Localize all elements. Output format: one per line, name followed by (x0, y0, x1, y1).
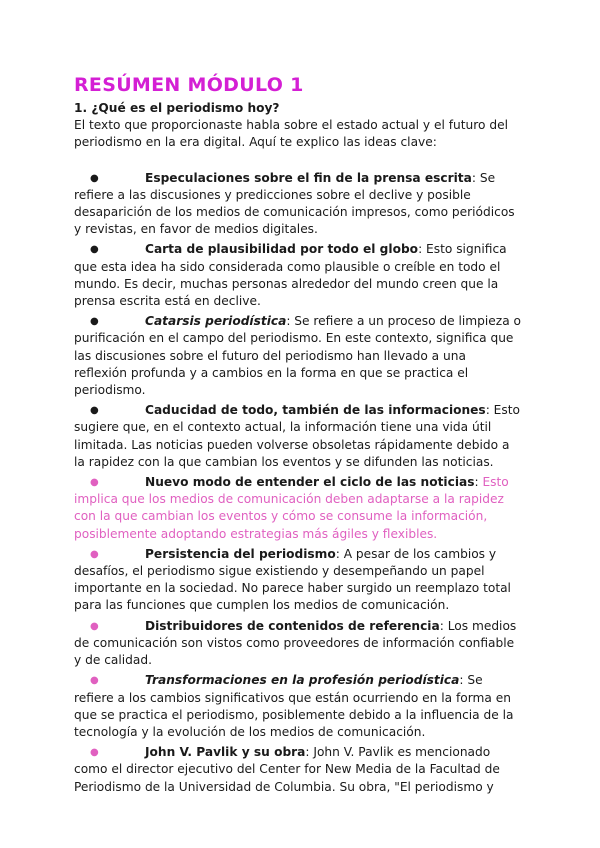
item-term: Caducidad de todo, también de las informaciones (145, 403, 486, 418)
list-item (74, 402, 522, 471)
list-item (74, 474, 522, 543)
item-term: Nuevo modo de entender el ciclo de las noticias (145, 475, 475, 490)
item-text: : Esto sugiere que, en el contexto actual, la información tiene una vida útil limitada. Las noticias pueden volverse obsoletas rápidamente debido a la rapidez con la que cambian los eventos y se difunden las noticias. (74, 403, 520, 469)
key-ideas-list (74, 170, 522, 796)
bullet-icon: ● (90, 675, 99, 687)
list-item (74, 672, 522, 741)
bullet-icon: ● (90, 620, 99, 632)
item-term: John V. Pavlik y su obra (145, 745, 306, 760)
bullet-icon: ● (90, 477, 99, 489)
bullet-icon: ● (90, 747, 99, 759)
list-item (74, 618, 522, 670)
item-term: Transformaciones en la profesión periodística (145, 673, 460, 688)
bullet-icon: ● (90, 405, 99, 417)
list-item (74, 241, 522, 310)
item-term: Persistencia del periodismo (145, 546, 336, 561)
item-term: Catarsis periodística (145, 314, 287, 329)
page-title: RESÚMEN MÓDULO 1 (74, 74, 304, 96)
bullet-icon: ● (90, 548, 99, 560)
document-body (74, 100, 522, 799)
list-item (74, 744, 522, 796)
item-term: Carta de plausibilidad por todo el globo (145, 242, 419, 257)
item-text: : Se refiere a las discusiones y predicciones sobre el declive y posible desaparición de los medios de comunicación impresos, como periódicos y revistas, en favor de medios digitales. (74, 170, 515, 237)
item-text: Esto implica que los medios de comunicación deben adaptarse a la rapidez con la que cambian los eventos y cómo se consume la información, posiblemente adoptando estrategias más ágiles y flexibles. (74, 475, 509, 541)
intro-paragraph: El texto que proporcionaste habla sobre el estado actual y el futuro del periodismo en la era digital. Aquí te explico las ideas clave: (74, 118, 508, 150)
item-term: Especulaciones sobre el fin de la prensa escrita (145, 170, 472, 185)
item-text: : A pesar de los cambios y desafíos, el periodismo sigue existiendo y desempeñando un papel importante en la sociedad. No parece haber surgido un reemplazo total para las funciones que cumplen los medios de comunicación. (74, 546, 511, 613)
list-item (74, 546, 522, 615)
item-text: : Los medios de comunicación son vistos como proveedores de información confiable y de calidad. (74, 618, 517, 668)
item-text: : Se refiere a los cambios significativos que están ocurriendo en la forma en que se practica el periodismo, posiblemente debido a la influencia de la tecnología y la evolución de los medios de comunicación. (74, 673, 514, 739)
bullet-icon: ● (90, 172, 99, 184)
bullet-icon: ● (90, 244, 99, 256)
list-item (74, 313, 522, 399)
list-item (74, 170, 522, 239)
item-separator: : (474, 475, 483, 490)
item-text: : John V. Pavlik es mencionado como el director ejecutivo del Center for New Media de la Facultad de Periodismo de la Universidad de Columbia. Su obra, "El periodismo y (74, 745, 500, 794)
item-text: : Esto significa que esta idea ha sido considerada como plausible o creíble en todo el mundo. Es decir, muchas personas alrededor del mundo creen que la prensa escrita está en declive. (74, 242, 507, 309)
section-heading: 1. ¿Qué es el periodismo hoy? (74, 101, 280, 115)
item-term: Distribuidores de contenidos de referencia (145, 618, 440, 633)
item-text: : Se refiere a un proceso de limpieza o purificación en el campo del periodismo. En este contexto, significa que las discusiones sobre el futuro del periodismo han llevado a una reflexión profunda y a cambios en la forma en que se practica el periodismo. (74, 314, 521, 398)
bullet-icon: ● (90, 316, 99, 328)
